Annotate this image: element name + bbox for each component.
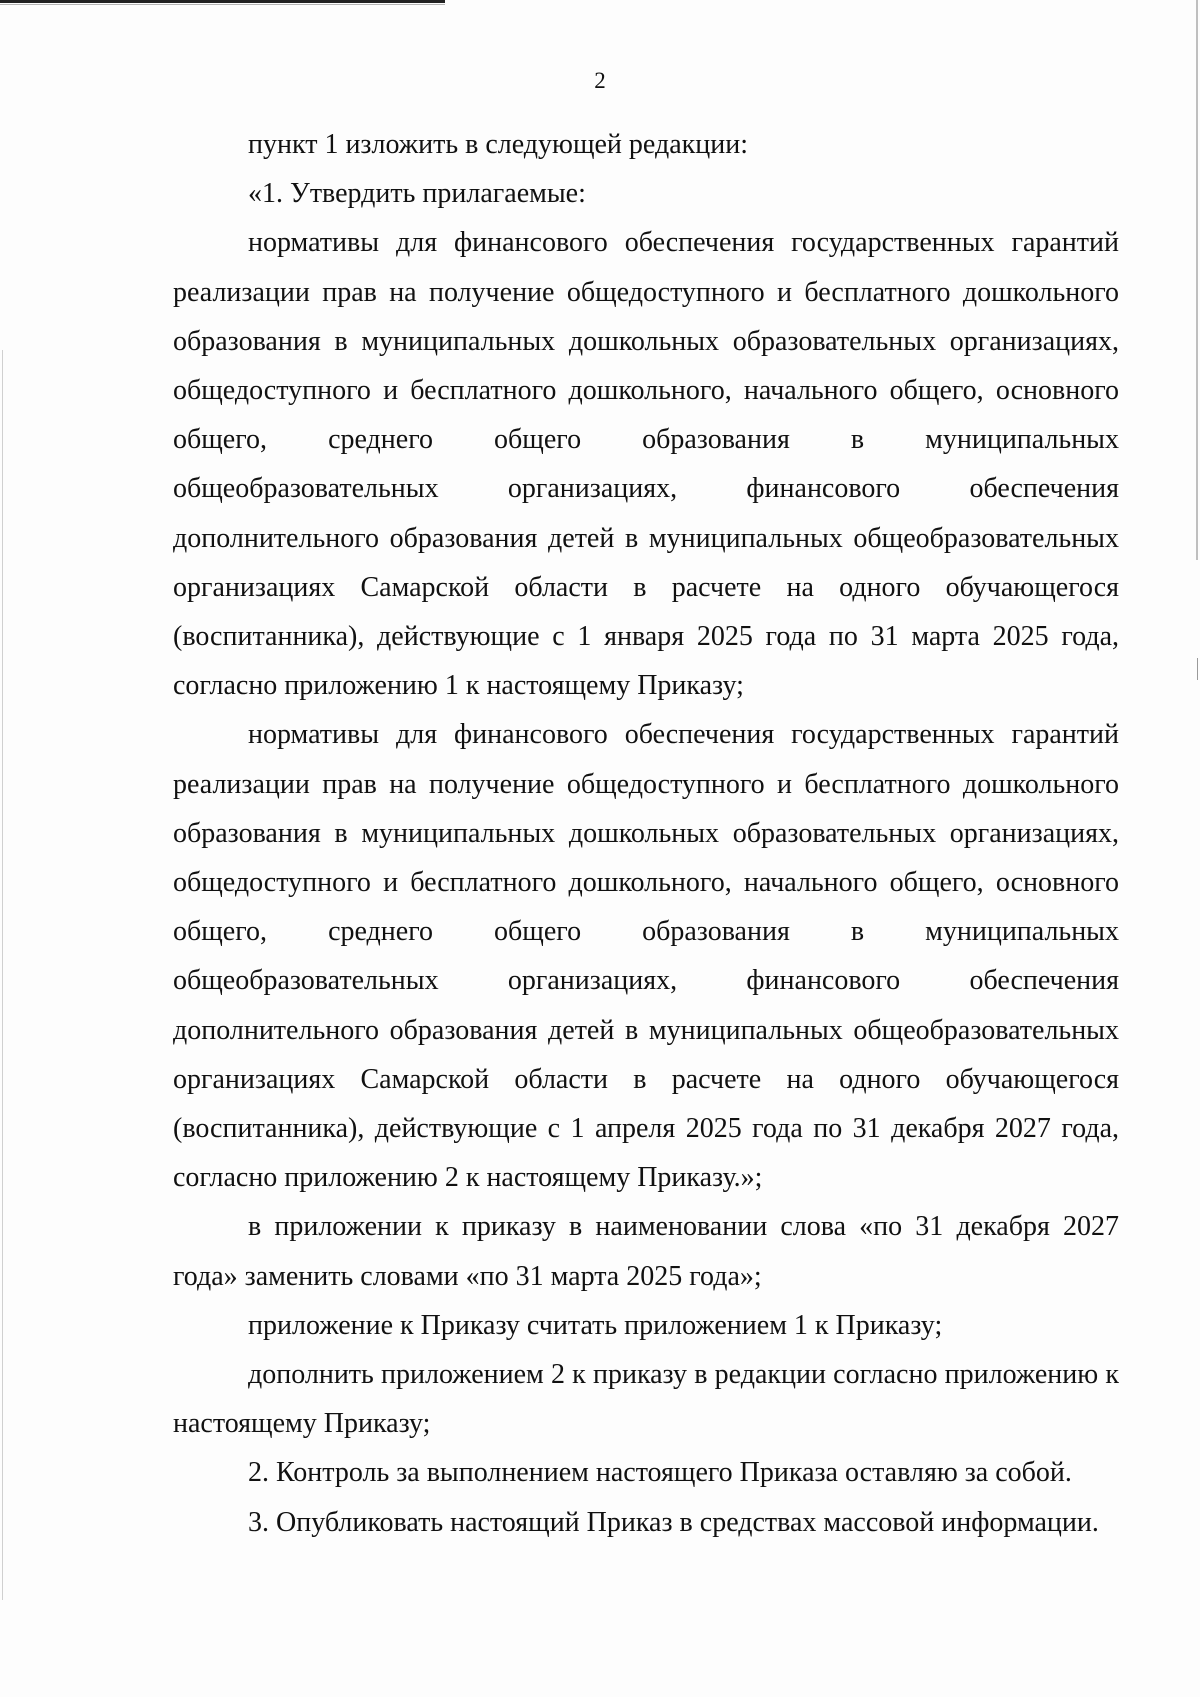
scan-edge-top-faint [0,4,445,5]
scan-edge-left [2,350,3,1600]
paragraph-control: 2. Контроль за выполнением настоящего Приказа оставляю за собой. [248,1457,1072,1489]
paragraph-annex-renaming: приложение к Приказу считать приложением 1 к Приказу; [248,1309,943,1341]
document-body [173,120,1119,1547]
scan-mark-right [1197,658,1198,680]
paragraph-item-1-intro: пункт 1 изложить в следующей редакции: [248,129,748,160]
scan-edge-top [0,0,445,3]
paragraph-title-replacement: в приложении к приказу в наименовании слова «по 31 декабря 2027 года» заменить словами «по 31 марта 2025 года»; [173,1211,1119,1292]
paragraph-publish: 3. Опубликовать настоящий Приказ в средствах массовой информации. [248,1506,1099,1538]
paragraph-norms-jan-mar-2025: нормативы для финансового обеспечения государственных гарантий реализации прав на получение общедоступного и бесплатного дошкольного образования в муниципальных дошкольных образовательных организациях, общедоступного и бесплатного дошкольного, начального общего, основного общего, среднего общего образования в муниципальных общеобразовательных организациях, финансового обеспечения дополнительного образования детей в муниципальных общеобразовательных организациях Самарской области в расчете на одного обучающегося (воспитанника), действующие с 1 января 2025 года по 31 марта 2025 года, согласно приложению 1 к настоящему Приказу; [173,227,1119,702]
paragraph-norms-apr-2025-dec-2027: нормативы для финансового обеспечения государственных гарантий реализации прав на получение общедоступного и бесплатного дошкольного образования в муниципальных дошкольных образовательных организациях, общедоступного и бесплатного дошкольного, начального общего, основного общего, среднего общего образования в муниципальных общеобразовательных организациях, финансового обеспечения дополнительного образования детей в муниципальных общеобразовательных организациях Самарской области в расчете на одного обучающегося (воспитанника), действующие с 1 апреля 2025 года по 31 декабря 2027 года, согласно приложению 2 к настоящему Приказу.»; [173,719,1119,1194]
paragraph-approve: «1. Утвердить прилагаемые: [248,178,586,210]
paragraph-annex-2-addition: дополнить приложением 2 к приказу в редакции согласно приложению к настоящему Приказу; [173,1359,1119,1440]
page-number: 2 [594,68,606,93]
